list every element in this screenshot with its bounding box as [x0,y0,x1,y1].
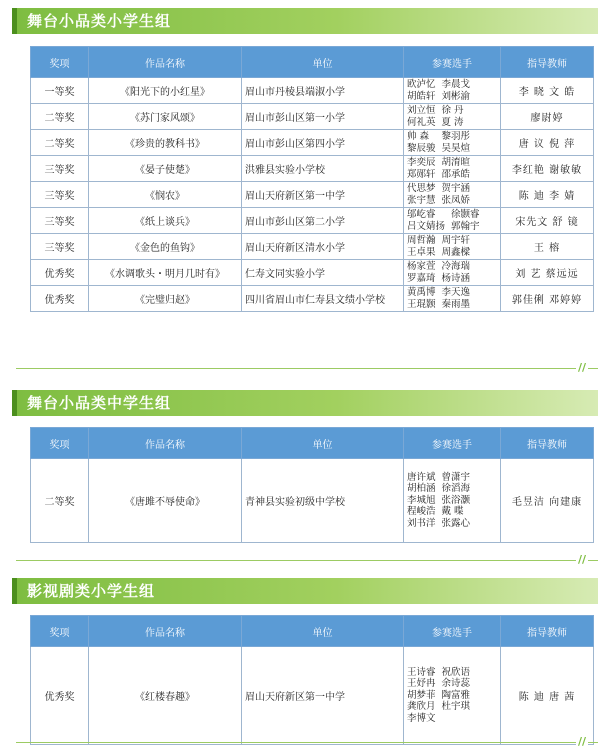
header-unit: 单位 [242,47,404,78]
player-name: 吴昊煊 [441,142,471,154]
header-players: 参赛选手 [404,47,501,78]
player-name: 张凤娇 [441,194,471,206]
players-cell [404,234,501,260]
player-name: 周哲瀚 [407,235,436,246]
work-title-cell: 《唐雎不辱使命》 [89,459,242,543]
header-award: 奖项 [31,428,89,459]
award-table-middle-skit [30,427,594,543]
players-cell [404,78,501,104]
player-name: 黎羽彤 [441,131,471,142]
players-list [407,157,497,180]
player-name: 何礼英 [407,116,436,128]
table-row [31,260,594,286]
unit-cell: 眉山市彭山区第一小学 [242,104,404,130]
table-row [31,647,594,745]
player-name: 吕文婧扬 [407,220,446,232]
players-cell [404,156,501,182]
player-name: 罗嘉琦 [407,272,436,284]
player-name: 祝欣语 [441,666,471,678]
player-name: 张露心 [441,517,471,529]
player-name: 陶富雅 [441,689,471,701]
award-cell: 三等奖 [31,234,89,260]
work-title-cell: 《金色的鱼钩》 [89,234,242,260]
player-name: 李奕辰 [407,157,436,168]
section-divider [16,368,598,369]
players-list [407,472,497,530]
player-name: 程峻浩 [407,506,436,518]
work-title-cell: 《水调歌头・明月几时有》 [89,260,242,286]
player-name: 胡皓轩 [407,90,436,102]
section-middle-skit [0,390,612,416]
work-title-cell: 《阳光下的小红星》 [89,78,242,104]
teachers-cell: 唐 议 倪 萍 [501,130,594,156]
players-cell [404,260,501,286]
players-list [407,287,497,310]
player-name: 郭翰宇 [451,220,480,232]
players-cell [404,459,501,543]
unit-cell: 眉山天府新区第一中学 [242,647,404,745]
unit-cell: 眉山天府新区第一中学 [242,182,404,208]
award-cell: 优秀奖 [31,286,89,312]
work-title-cell: 《珍贵的教科书》 [89,130,242,156]
player-name: 邵承皓 [441,168,471,180]
section-title: 舞台小品类中学生组 [12,390,598,416]
player-name: 王琨颢 [407,298,436,310]
players-list [407,105,497,128]
unit-cell: 眉山市彭山区第二小学 [242,208,404,234]
player-name: 杜宇琪 [441,701,471,713]
teachers-cell: 郭佳俐 邓婷婷 [501,286,594,312]
player-name: 李博文 [407,712,436,724]
player-name: 冷海瑞 [441,261,471,272]
teachers-cell: 李 晓 文 皓 [501,78,594,104]
header-unit: 单位 [242,428,404,459]
player-name: 徐滔海 [441,483,471,495]
player-name: 周鑫樑 [441,246,471,258]
header-players: 参赛选手 [404,616,501,647]
teachers-cell: 廖尉婷 [501,104,594,130]
player-name: 李晨戈 [441,79,471,90]
teachers-cell: 陈 迪 李 婧 [501,182,594,208]
work-title-cell: 《晏子使楚》 [89,156,242,182]
work-title-cell: 《苏门家风颂》 [89,104,242,130]
players-cell [404,104,501,130]
work-title-cell: 《纸上谈兵》 [89,208,242,234]
player-name: 杨诗涵 [441,272,471,284]
player-name: 郑郧轩 [407,168,436,180]
section-primary-skit [0,8,612,34]
section-title: 影视剧类小学生组 [12,578,598,604]
unit-cell: 眉山市彭山区第四小学 [242,130,404,156]
player-name: 贺宇涵 [441,183,471,194]
player-name: 秦雨墨 [441,298,471,310]
award-table-primary-film [30,615,594,748]
unit-cell: 青神县实验初级中学校 [242,459,404,543]
section-divider [16,742,598,743]
player-name: 徐颢睿 [451,209,480,220]
player-name: 李天逸 [441,287,471,298]
players-cell [404,208,501,234]
player-name: 周宇轩 [441,235,471,246]
player-name: 代思梦 [407,183,436,194]
player-name: 唐许斌 [407,471,436,483]
teachers-cell: 宋先文 舒 镜 [501,208,594,234]
players-list [407,235,497,258]
player-name: 刘立恒 [407,105,436,116]
players-cell [404,130,501,156]
player-name: 龚欣月 [407,701,436,713]
player-name: 戴 喋 [441,506,464,518]
player-name: 张宇慧 [407,194,436,206]
section-primary-film [0,578,612,604]
divider-mark: // [577,735,586,748]
table-row [31,234,594,260]
header-work: 作品名称 [89,47,242,78]
player-name: 黎辰骏 [407,142,436,154]
player-name: 刘书洋 [407,517,436,529]
award-cell: 一等奖 [31,78,89,104]
section-divider [16,560,598,561]
award-cell: 三等奖 [31,156,89,182]
work-title-cell: 《悯农》 [89,182,242,208]
award-cell: 二等奖 [31,104,89,130]
table-row [31,182,594,208]
table-header-row [31,47,594,78]
players-cell [404,647,501,745]
table-row [31,104,594,130]
award-cell: 三等奖 [31,182,89,208]
players-cell [404,182,501,208]
award-table-primary-skit [30,46,594,312]
player-name: 王妤冉 [407,678,436,690]
award-cell: 二等奖 [31,130,89,156]
unit-cell: 仁寿文同实验小学 [242,260,404,286]
player-name: 徐 丹 [441,105,464,116]
player-name: 邬屹睿 [407,209,436,220]
players-list [407,261,497,284]
player-name: 张浴灏 [441,494,471,506]
header-work: 作品名称 [89,616,242,647]
player-name: 余诗蕊 [441,678,471,690]
player-name: 刘彬渝 [441,90,471,102]
award-cell: 优秀奖 [31,260,89,286]
teachers-cell: 李红艳 谢敏敏 [501,156,594,182]
player-name: 王卓果 [407,246,436,258]
player-name: 胡柏涵 [407,483,436,495]
players-list [407,209,497,232]
player-name: 黄禹博 [407,287,436,298]
header-teachers: 指导教师 [501,47,594,78]
header-teachers: 指导教师 [501,428,594,459]
award-cell: 优秀奖 [31,647,89,745]
player-name: 胡梦菲 [407,689,436,701]
table-row [31,208,594,234]
divider-mark: // [577,361,586,374]
unit-cell: 眉山市丹棱县端淑小学 [242,78,404,104]
teachers-cell: 陈 迪 唐 茜 [501,647,594,745]
players-list [407,131,497,154]
section-title: 舞台小品类小学生组 [12,8,598,34]
table-row [31,130,594,156]
table-row [31,78,594,104]
table-row [31,459,594,543]
table-row [31,156,594,182]
players-list [407,79,497,102]
teachers-cell: 王 榕 [501,234,594,260]
award-cell: 二等奖 [31,459,89,543]
unit-cell: 四川省眉山市仁寿县文绩小学校 [242,286,404,312]
header-players: 参赛选手 [404,428,501,459]
player-name: 王诗睿 [407,666,436,678]
header-unit: 单位 [242,616,404,647]
table-row [31,286,594,312]
players-list [407,667,497,725]
teachers-cell: 刘 艺 蔡远远 [501,260,594,286]
award-cell: 三等奖 [31,208,89,234]
player-name: 帅 森 [407,131,430,142]
table-header-row [31,428,594,459]
player-name [442,713,471,725]
player-name: 杨家萱 [407,261,436,272]
header-award: 奖项 [31,616,89,647]
unit-cell: 眉山天府新区清水小学 [242,234,404,260]
header-teachers: 指导教师 [501,616,594,647]
table-header-row [31,616,594,647]
player-name: 欧泸忆 [407,79,436,90]
player-name: 胡淯暄 [441,157,471,168]
player-name: 李城旭 [407,494,436,506]
unit-cell: 洪雅县实验小学校 [242,156,404,182]
player-name: 曾潇宇 [441,471,471,483]
work-title-cell: 《红楼春趣》 [89,647,242,745]
players-list [407,183,497,206]
work-title-cell: 《完璧归赵》 [89,286,242,312]
header-work: 作品名称 [89,428,242,459]
divider-mark: // [577,553,586,566]
teachers-cell: 毛昱洁 向建康 [501,459,594,543]
player-name: 夏 涛 [441,116,464,128]
players-cell [404,286,501,312]
header-award: 奖项 [31,47,89,78]
